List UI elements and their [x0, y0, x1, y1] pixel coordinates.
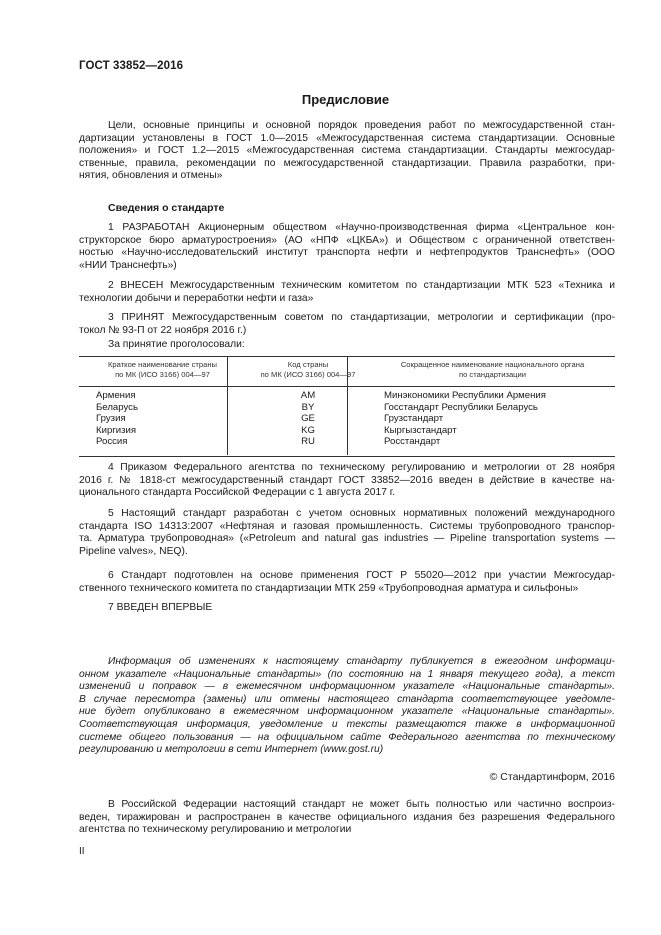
table-header-row	[79, 356, 615, 387]
cell-body: Росстандарт	[384, 436, 441, 448]
text-line: онном указателе «Национальные стандарты» (по состоянию на 1 января текущего года), а текст	[79, 668, 615, 680]
header-body	[370, 356, 615, 387]
text-line: ционального стандарта Российской Федерации с 1 августа 2017 г.	[79, 487, 396, 499]
text-line: структорское бюро арматуростроения» (АО «НПФ «ЦКБА») и Обществом с ограниченной ответствен-	[79, 234, 615, 246]
page-number: II	[79, 846, 85, 857]
text-line: дартизации установлены в ГОСТ 1.0—2015 «Межгосударственная система стандартизации. Основные	[79, 132, 615, 144]
title-text: Предисловие	[301, 92, 390, 107]
item-3-paragraph	[79, 312, 615, 337]
text-line: стандарта ISO 14313:2007 «Нефтяная и газовая промышленность. Системы трубопроводного транспор-	[79, 520, 615, 532]
voted-label	[108, 339, 508, 352]
text-line: веден, тиражирован и распространен в качестве официального издания без разрешения Федерального	[79, 811, 615, 823]
text-line: 3 ПРИНЯТ Межгосударственным советом по стандартизации, метрологии и сертификации (про-	[108, 312, 615, 323]
header-code	[246, 356, 370, 387]
header-country	[79, 356, 246, 387]
notice-paragraph	[79, 656, 615, 757]
text-line: 4 Приказом Федерального агентства по техническому регулированию и метрологии от 28 ноября	[108, 462, 615, 473]
copyright-line: © Стандартинформ, 2016	[489, 771, 615, 783]
table-row	[79, 402, 615, 414]
text-line: Соответствующая информация, уведомление и тексты размещаются также в информационной	[79, 718, 615, 730]
text-line: В случае пересмотра (замены) или отмены настоящего стандарта соответствующее уведомле-	[79, 693, 615, 705]
rights-paragraph	[79, 799, 615, 837]
cell-country: Грузия	[96, 413, 126, 425]
header-line: по МК (ИСО 3166) 004—97	[260, 370, 356, 379]
text-line: токол № 93-П от 22 ноября 2016 г.)	[79, 324, 247, 336]
cell-country: Киргизия	[96, 424, 137, 436]
text-line: 1 РАЗРАБОТАН Акционерным обществом «Научно-производственная фирма «Центральное кон-	[108, 222, 615, 233]
text-line: Информация об изменениях к настоящему стандарту публикуется в ежегодном информаци-	[108, 656, 615, 667]
voted-label-text: За принятие проголосовали:	[108, 339, 245, 350]
text-line: 2 ВНЕСЕН Межгосударственным техническим комитетом по стандартизации МТК 523 «Техника и	[108, 280, 615, 291]
text-line: системе общего пользования — на официальном сайте Федерального агентства по техническому	[79, 731, 615, 743]
cell-body: Минэкономики Республики Армения	[384, 390, 546, 401]
text-line: Цели, основные принципы и основной порядок проведения работ по межгосударственной стан-	[108, 120, 615, 131]
text-line: та. Арматура трубопроводная» («Petroleum and natural gas industries — Pipeline transportation systems —	[79, 533, 615, 545]
item-2-paragraph	[79, 280, 615, 305]
item-7-paragraph	[79, 602, 615, 615]
cell-code: GE	[301, 413, 315, 425]
table-row	[79, 387, 615, 402]
text-line: ственные, правила, рекомендации по межгосударственной стандартизации. Правила разработки, при-	[79, 157, 615, 169]
item-6-paragraph	[79, 570, 615, 595]
text-line: агентства по техническому регулированию и метрологии	[79, 824, 352, 836]
text-line: изменений и поправок — в ежемесячном информационном указателе «Национальные стандарты».	[79, 681, 615, 693]
header-line: Краткое наименование страны	[108, 360, 217, 369]
item-1-paragraph	[79, 222, 615, 272]
cell-code: KG	[301, 424, 315, 436]
cell-code: RU	[301, 436, 315, 448]
header-line: по МК (ИСО 3166) 004—97	[115, 370, 210, 379]
text-line: нятия, обновления и отмены»	[79, 170, 223, 182]
header-line: Код страны	[287, 360, 329, 369]
header-line: Сокращенное наименование национального органа	[400, 360, 585, 369]
cell-body: Грузстандарт	[384, 413, 444, 425]
table-row	[79, 436, 615, 454]
cell-country: Беларусь	[96, 401, 138, 413]
text-line: ностью «Научно-исследовательский институт транспорта нефти и нефтепродуктов Транснефть» (ООО	[79, 247, 615, 259]
text-line: 2016 г. № 1818-ст межгосударственный стандарт ГОСТ 33852—2016 введен в действие в качестве на-	[79, 474, 615, 486]
header-line: по стандартизации	[458, 370, 527, 379]
cell-body: Кыргызстандарт	[384, 424, 457, 436]
text-line: положения» и ГОСТ 1.2—2015 «Межгосударственная система стандартизации. Стандарты межгосудар-	[79, 145, 615, 157]
item-5-paragraph	[79, 508, 615, 558]
text-line: Pipeline valves», NEQ).	[79, 545, 188, 557]
page-title	[0, 92, 661, 107]
text-line: регулированию и метрологии в сети Интернет (www.gost.ru)	[79, 744, 384, 756]
table-row	[79, 413, 615, 425]
vote-table	[79, 356, 615, 454]
text-line: ние будет опубликовано в ежемесячном информационном указателе «Национальные стандарты».	[79, 706, 615, 718]
text-line: 6 Стандарт подготовлен на основе применения ГОСТ Р 55020—2012 при участии Межгосудар-	[108, 570, 615, 581]
cell-code: BY	[301, 401, 315, 413]
cell-body: Госстандарт Республики Беларусь	[384, 401, 538, 413]
text-line: 7 ВВЕДЕН ВПЕРВЫЕ	[108, 602, 213, 613]
cell-country: Армения	[96, 390, 136, 401]
cell-code: AM	[300, 390, 316, 401]
standard-code-header: ГОСТ 33852—2016	[79, 60, 184, 72]
section-title: Сведения о стандарте	[108, 202, 225, 214]
item-4-paragraph	[79, 462, 615, 500]
cell-country: Россия	[96, 436, 128, 448]
intro-paragraph	[79, 120, 615, 183]
table-row	[79, 425, 615, 437]
text-line: технологии добычи и переработки нефти и газа»	[79, 292, 314, 304]
text-line: В Российской Федерации настоящий стандарт не может быть полностью или частично воспроиз-	[108, 799, 615, 810]
text-line: «НИИ Транснефть»)	[79, 259, 177, 271]
text-line: ственного технического комитета по стандартизации МТК 259 «Трубопроводная арматура и сильфоны»	[79, 582, 579, 594]
text-line: 5 Настоящий стандарт разработан с учетом основных нормативных положений международного	[108, 508, 615, 519]
